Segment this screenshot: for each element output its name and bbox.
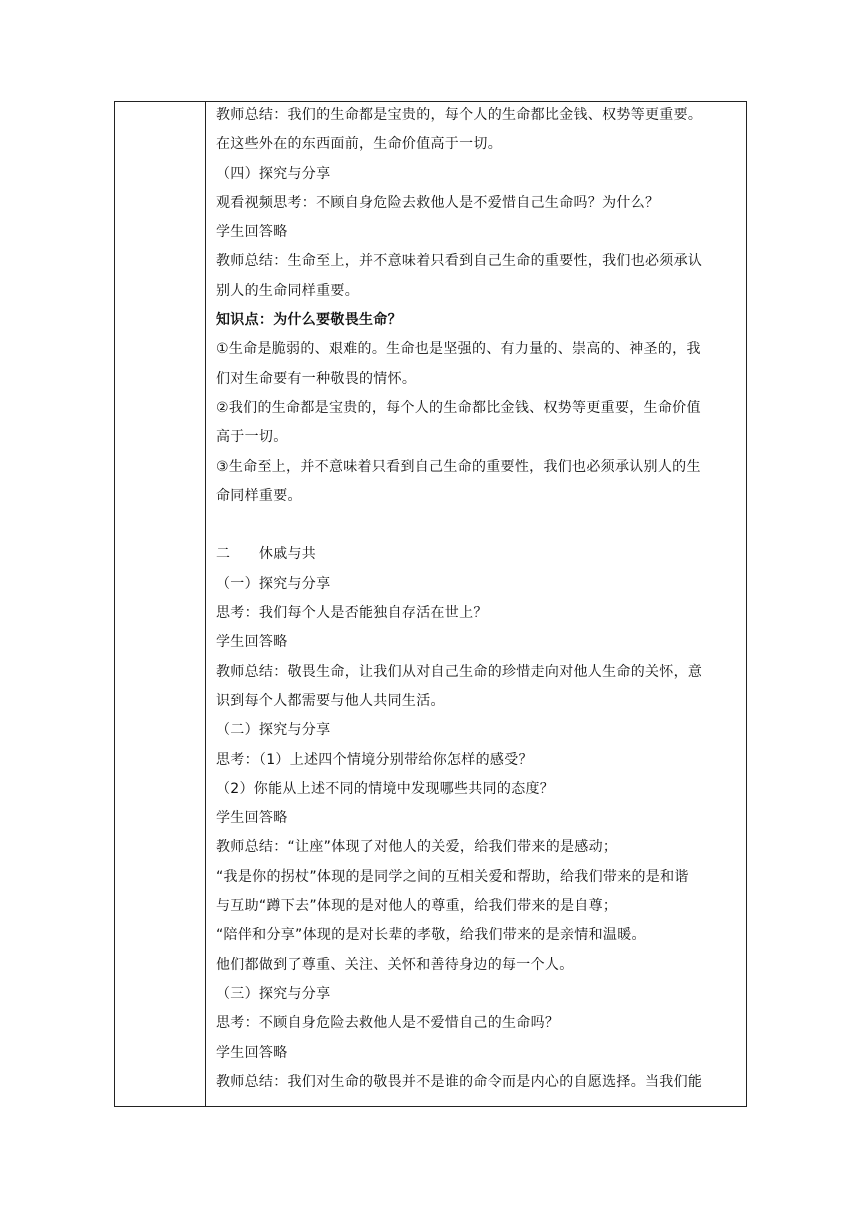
text-line: 教师总结：我们的生命都是宝贵的，每个人的生命都比金钱、权势等更重要。 [216,107,703,123]
text-line: 教师总结：我们对生命的敬畏并不是谁的命令而是内心的自愿选择。当我们能 [216,1073,703,1090]
section-heading: （二）探究与分享 [216,722,331,739]
part-heading: 二 休戚与共 [216,546,317,563]
text-line: ②我们的生命都是宝贵的，每个人的生命都比金钱、权势等更重要，生命价值 [216,399,701,416]
knowledge-point-heading: 知识点：为什么要敬畏生命？ [216,312,402,329]
text-line: 教师总结：“让座”体现了对他人的关爱，给我们带来的是感动； [216,839,618,856]
text-line: 与互助“蹲下去”体现的是对他人的尊重，给我们带来的是自尊； [216,898,618,915]
text-line: 他们都做到了尊重、关注、关怀和善待身边的每一个人。 [216,956,574,973]
text-line: 高于一切。 [216,429,288,446]
text-line: 思考：（1）上述四个情境分别带给你怎样的感受？ [216,751,533,768]
table-column-divider [205,101,206,1107]
text-line: 在这些外在的东西面前，生命价值高于一切。 [216,136,502,153]
text-line: 思考：不顾自身危险去救他人是不爱惜自己的生命吗？ [216,1015,560,1032]
text-line: 观看视频思考：不顾自身危险去救他人是不爱惜自己生命吗？为什么？ [216,194,660,211]
text-line: （2）你能从上述不同的情境中发现哪些共同的态度？ [216,780,555,797]
text-line: ①生命是脆弱的、艰难的。生命也是坚强的、有力量的、崇高的、神圣的，我 [216,341,701,358]
blank-line [216,511,742,540]
section-heading: （三）探究与分享 [216,985,331,1002]
text-line: 教师总结：敬畏生命，让我们从对自己生命的珍惜走向对他人生命的关怀，意 [216,663,703,680]
text-line: 教师总结：生命至上，并不意味着只看到自己生命的重要性，我们也必须承认 [216,253,703,270]
text-line: 们对生命要有一种敬畏的情怀。 [216,370,417,387]
text-line: 识到每个人都需要与他人共同生活。 [216,692,445,709]
text-line: “陪伴和分享”体现的是对长辈的孝敬，给我们带来的是亲情和温暖。 [216,927,646,944]
text-line: ③生命至上，并不意味着只看到自己生命的重要性，我们也必须承认别人的生 [216,458,701,475]
text-line: 命同样重要。 [216,487,302,504]
section-heading: （一）探究与分享 [216,575,331,592]
text-line: 学生回答略 [216,1044,288,1061]
text-line: 学生回答略 [216,224,288,241]
text-line: 别人的生命同样重要。 [216,282,359,299]
text-line: 学生回答略 [216,634,288,651]
section-heading: （四）探究与分享 [216,165,331,182]
text-line: 学生回答略 [216,810,288,827]
lesson-content-cell [216,101,742,1097]
text-line: “我是你的拐杖”体现的是同学之间的互相关爱和帮助，给我们带来的是和谐 [216,868,689,885]
text-line: 思考：我们每个人是否能独自存活在世上？ [216,605,488,622]
